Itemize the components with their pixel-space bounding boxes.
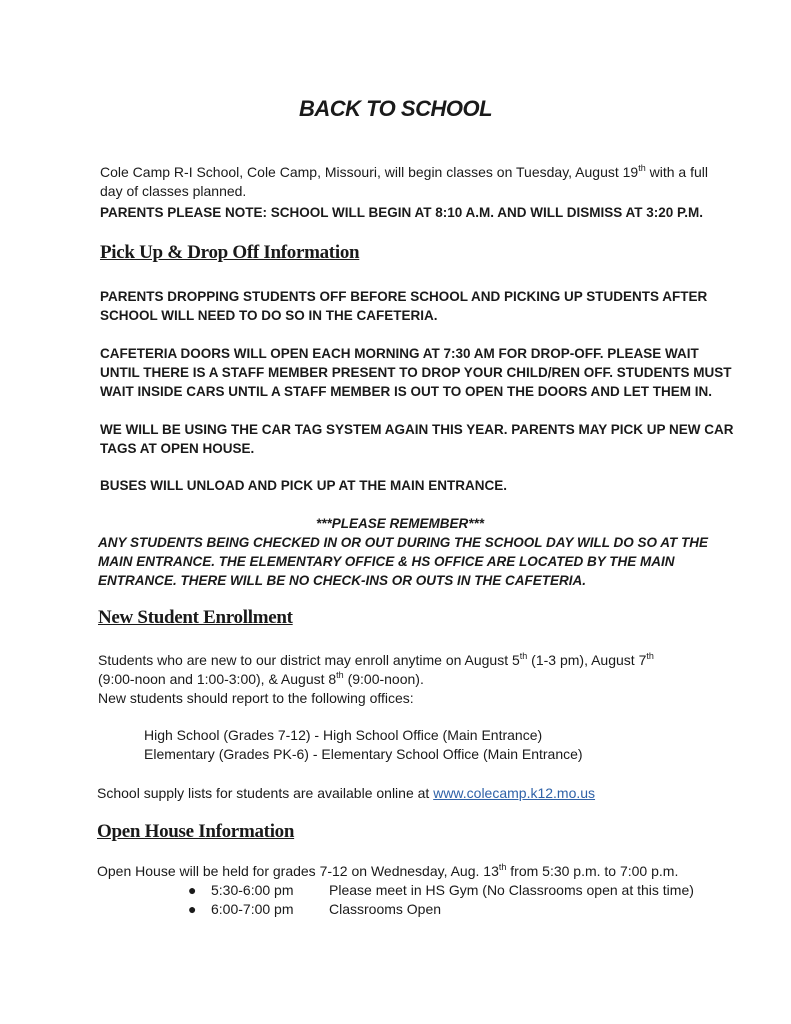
- open-house-desc: Please meet in HS Gym (No Classrooms open at this time): [329, 882, 694, 898]
- enrollment-paragraph: [98, 651, 748, 708]
- office-list: [144, 726, 744, 764]
- enrollment-line-1: Students who are new to our district may enroll anytime on August 5th (1-3 pm), August 7th: [98, 651, 654, 668]
- open-house-time: 6:00-7:00 pm: [211, 901, 294, 917]
- pickup-paragraph-3: WE WILL BE USING THE CAR TAG SYSTEM AGAIN THIS YEAR. PARENTS MAY PICK UP NEW CAR TAGS AT OPEN HOUSE.: [100, 422, 734, 456]
- bullet-icon: ●: [188, 882, 197, 898]
- please-remember: ***PLEASE REMEMBER***: [315, 516, 485, 531]
- pickup-paragraph-1: PARENTS DROPPING STUDENTS OFF BEFORE SCHOOL AND PICKING UP STUDENTS AFTER SCHOOL WILL NEED TO DO SO IN THE CAFETERIA.: [100, 289, 708, 323]
- list-item: [188, 881, 708, 900]
- open-house-time: 5:30-6:00 pm: [211, 882, 294, 898]
- open-house-desc: Classrooms Open: [329, 901, 442, 917]
- enrollment-line-2: (9:00-noon and 1:00-3:00), & August 8th (9:00-noon).: [98, 670, 424, 687]
- intro-paragraph: [100, 163, 720, 201]
- pickup-paragraph-4: BUSES WILL UNLOAD AND PICK UP AT THE MAIN ENTRANCE.: [100, 478, 508, 493]
- office-elementary: Elementary (Grades PK-6) - Elementary School Office (Main Entrance): [144, 746, 583, 762]
- supply-list-line: School supply lists for students are available online at www.colecamp.k12.mo.us: [97, 785, 596, 801]
- intro-line-2: day of classes planned.: [100, 183, 247, 199]
- enrollment-heading: New Student Enrollment: [98, 607, 293, 628]
- intro-line-1: Cole Camp R-I School, Cole Camp, Missouri, will begin classes on Tuesday, August 19th with a full: [100, 163, 708, 180]
- pickup-heading: Pick Up & Drop Off Information: [100, 242, 360, 263]
- open-house-line: Open House will be held for grades 7-12 on Wednesday, Aug. 13th from 5:30 p.m. to 7:00 p.m.: [97, 862, 679, 879]
- remember-paragraph: ANY STUDENTS BEING CHECKED IN OR OUT DURING THE SCHOOL DAY WILL DO SO AT THE MAIN ENTRANCE. THE ELEMENTARY OFFICE & HS OFFICE ARE LOCATED BY THE MAIN ENTRANCE. THERE WILL BE NO CHECK-INS OR OUTS IN THE CAFETERIA.: [98, 535, 709, 588]
- pickup-paragraph-2: CAFETERIA DOORS WILL OPEN EACH MORNING AT 7:30 AM FOR DROP-OFF. PLEASE WAIT UNTIL THERE IS A STAFF MEMBER PRESENT TO DROP YOUR CHILD/REN OFF. STUDENTS MUST WAIT INSIDE CARS UNTIL A STAFF MEMBER IS OUT TO OPEN THE DOORS AND LET THEM IN.: [100, 346, 732, 399]
- bullet-icon: ●: [188, 901, 197, 917]
- parents-note: PARENTS PLEASE NOTE: SCHOOL WILL BEGIN AT 8:10 A.M. AND WILL DISMISS AT 3:20 P.M.: [100, 205, 704, 220]
- page-title: BACK TO SCHOOL: [298, 96, 493, 121]
- office-high-school: High School (Grades 7-12) - High School Office (Main Entrance): [144, 727, 543, 743]
- list-item: [188, 900, 708, 919]
- open-house-heading: Open House Information: [97, 821, 295, 842]
- school-website-link[interactable]: www.colecamp.k12.mo.us: [433, 785, 596, 801]
- enrollment-line-3: New students should report to the following offices:: [98, 690, 414, 706]
